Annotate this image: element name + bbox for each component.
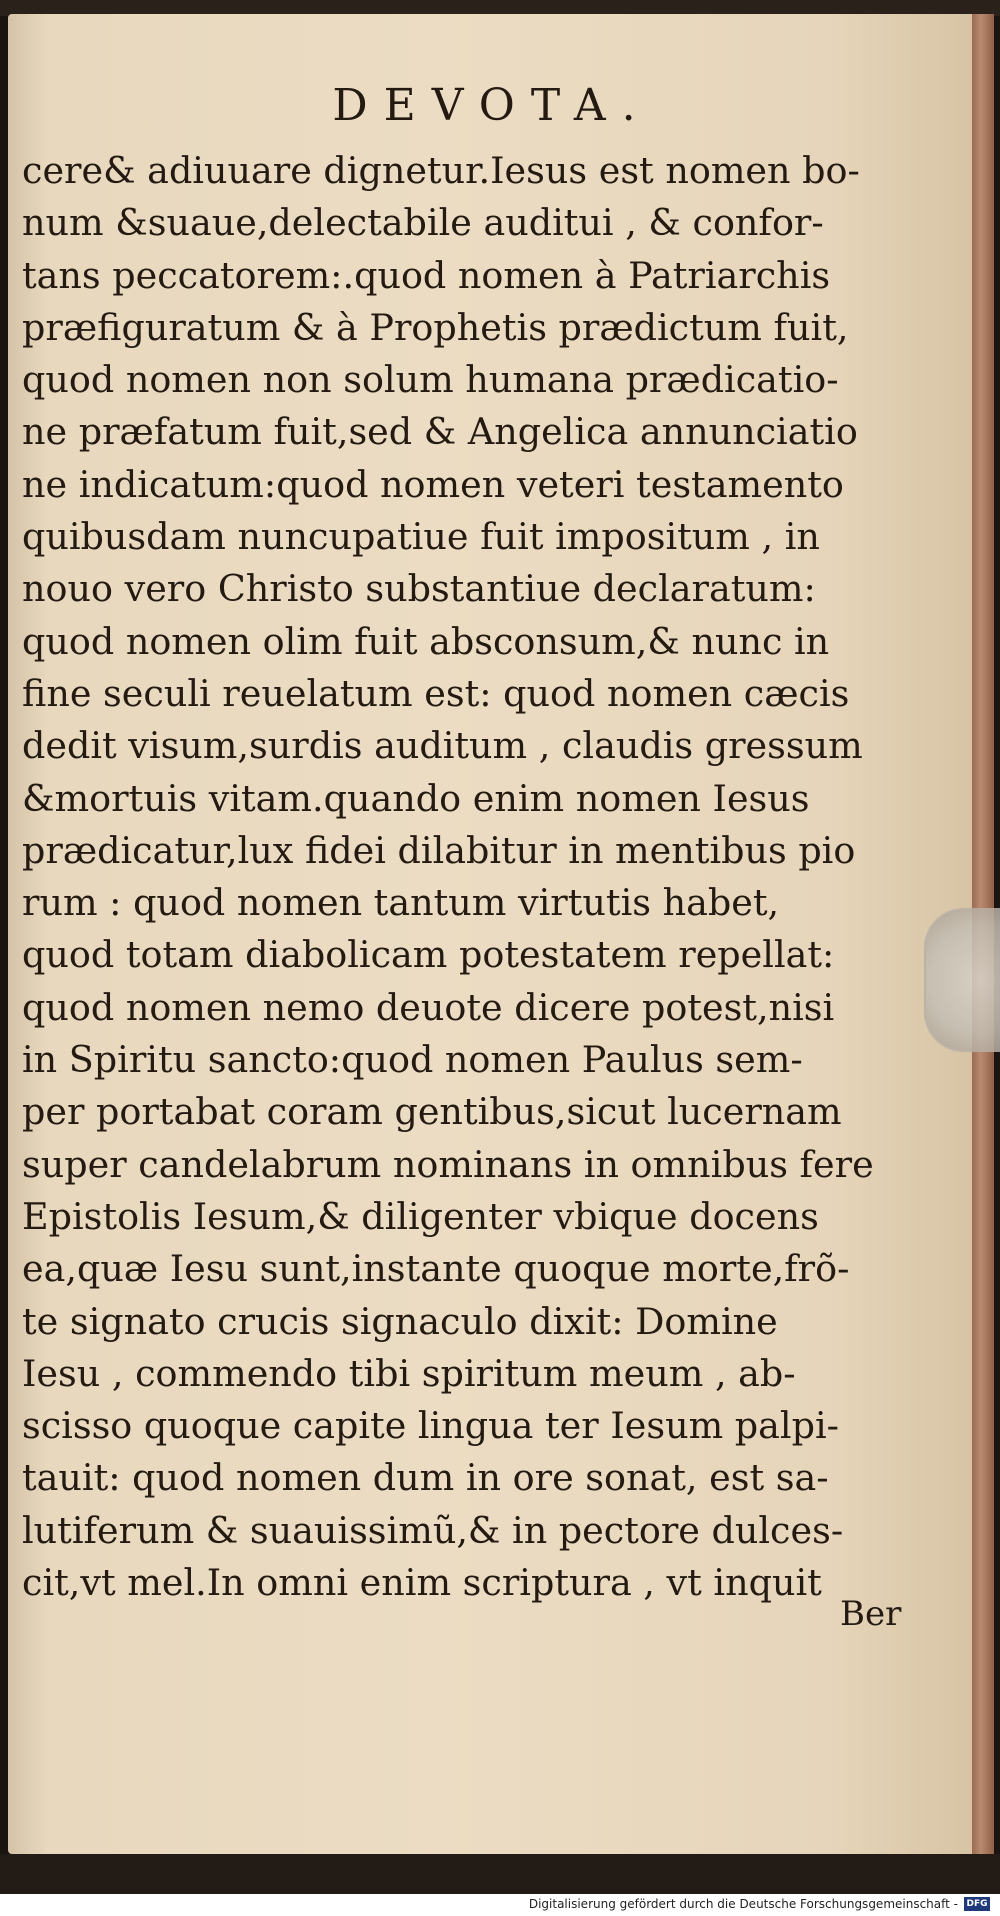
text-line: præfiguratum & à Prophetis prædictum fuit, bbox=[22, 305, 849, 349]
text-line: quod nomen olim fuit absconsum,& nunc in bbox=[22, 619, 830, 663]
text-line: Iesu , commendo tibi spiritum meum , ab- bbox=[22, 1351, 796, 1395]
text-line: nouo vero Christo substantiue declaratum: bbox=[22, 567, 816, 611]
text-line: cere& adiuuare dignetur.Iesus est nomen bo- bbox=[22, 149, 860, 192]
running-head: DEVOTA. bbox=[332, 80, 652, 131]
footer-credit: Digitalisierung gefördert durch die Deutsche Forschungsgemeinschaft - bbox=[528, 1897, 958, 1911]
text-line: tauit: quod nomen dum in ore sonat, est sa- bbox=[22, 1456, 829, 1500]
text-line: &mortuis vitam.quando enim nomen Iesus bbox=[22, 776, 810, 820]
text-line: prædicatur,lux fidei dilabitur in mentibus pio bbox=[22, 828, 856, 872]
text-line: ne præfatum fuit,sed & Angelica annunciatio bbox=[22, 410, 858, 454]
text-line: rum : quod nomen tantum virtutis habet, bbox=[22, 881, 780, 925]
text-line: quod nomen nemo deuote dicere potest,nisi bbox=[22, 985, 835, 1029]
text-line: Epistolis Iesum,& diligenter vbique docens bbox=[22, 1194, 819, 1238]
text-line: dedit visum,surdis auditum , claudis gressum bbox=[22, 724, 863, 768]
text-line: per portabat coram gentibus,sicut lucernam bbox=[22, 1090, 842, 1134]
book-clasp bbox=[924, 908, 1000, 1052]
text-line: ea,quæ Iesu sunt,instante quoque morte,frõ- bbox=[22, 1247, 850, 1291]
dfg-logo-icon: DFG bbox=[964, 1897, 990, 1911]
text-line: in Spiritu sancto:quod nomen Paulus sem- bbox=[22, 1038, 803, 1082]
text-line: scisso quoque capite lingua ter Iesum palpi- bbox=[22, 1404, 839, 1448]
text-line: ne indicatum:quod nomen veteri testamento bbox=[22, 462, 844, 506]
text-line: quibusdam nuncupatiue fuit impositum , in bbox=[22, 515, 820, 559]
text-line: quod nomen non solum humana prædicatio- bbox=[22, 358, 839, 402]
text-line: fine seculi reuelatum est: quod nomen cæcis bbox=[22, 671, 850, 715]
text-line: quod totam diabolicam potestatem repellat: bbox=[22, 933, 835, 977]
text-line: tans peccatorem:.quod nomen à Patriarchis bbox=[22, 253, 831, 297]
catchword: Ber bbox=[840, 1594, 902, 1634]
text-line: super candelabrum nominans in omnibus fere bbox=[22, 1142, 874, 1186]
text-line: lutiferum & suauissimũ,& in pectore dulces- bbox=[22, 1508, 844, 1552]
text-line: te signato crucis signaculo dixit: Domine bbox=[22, 1299, 778, 1343]
text-line: num &suaue,delectabile auditui , & confor- bbox=[22, 201, 824, 245]
text-line: cit,vt mel.In omni enim scriptura , vt inquit bbox=[22, 1561, 822, 1605]
body-text bbox=[22, 145, 902, 1609]
